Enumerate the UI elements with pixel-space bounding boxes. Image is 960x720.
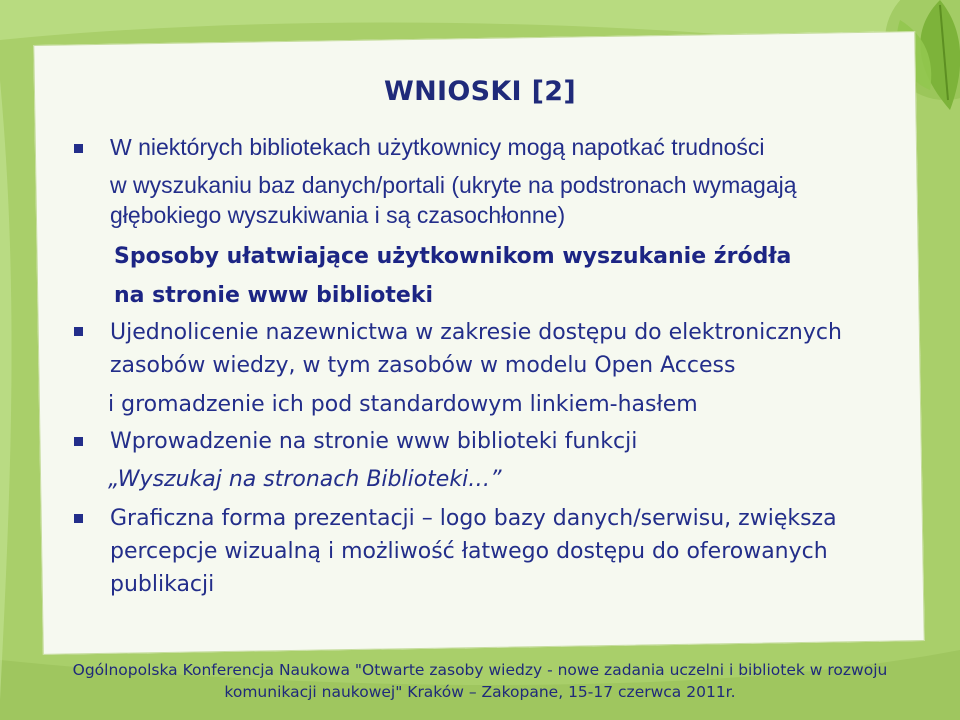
bullet3-line1: Wprowadzenie na stronie www biblioteki funkcji: [110, 429, 638, 454]
bullet-marker: [74, 144, 83, 153]
footer-line1: Ogólnopolska Konferencja Naukowa "Otwarte zasoby wiedzy - nowe zadania uczelni i bibliotek w rozwoju: [72, 661, 888, 679]
bullet1-line1: W niektórych bibliotekach użytkownicy mogą napotkać trudności: [110, 134, 765, 160]
bullet2-line2: zasobów wiedzy, w tym zasobów w modelu Open Access: [110, 353, 736, 378]
bullet2-line1: Ujednolicenie nazewnictwa w zakresie dostępu do elektronicznych: [110, 320, 842, 345]
bullet1-line3: głębokiego wyszukiwania i są czasochłonne): [110, 202, 566, 228]
bullet4-line1: Graficzna forma prezentacji – logo bazy danych/serwisu, zwiększa: [110, 506, 837, 531]
bullet4-line3: publikacji: [110, 572, 215, 597]
subheading-line2: na stronie www biblioteki: [114, 283, 433, 308]
slide-title: WNIOSKI [2]: [384, 76, 576, 107]
bullet3-line2: „Wyszukaj na stronach Biblioteki…”: [108, 467, 502, 492]
bullet-marker: [74, 437, 83, 446]
footer-line2: komunikacji naukowej" Kraków – Zakopane, 15-17 czerwca 2011r.: [224, 683, 736, 701]
bullet2-line3: i gromadzenie ich pod standardowym linkiem-hasłem: [108, 392, 698, 417]
bullet-marker: [74, 327, 83, 336]
subheading-line1: Sposoby ułatwiające użytkownikom wyszukanie źródła: [114, 244, 792, 269]
bullet4-line2: percepcje wizualną i możliwość łatwego dostępu do oferowanych: [110, 539, 828, 564]
bullet-marker: [74, 514, 83, 523]
bullet1-line2: w wyszukaniu baz danych/portali (ukryte na podstronach wymagają: [110, 172, 797, 198]
